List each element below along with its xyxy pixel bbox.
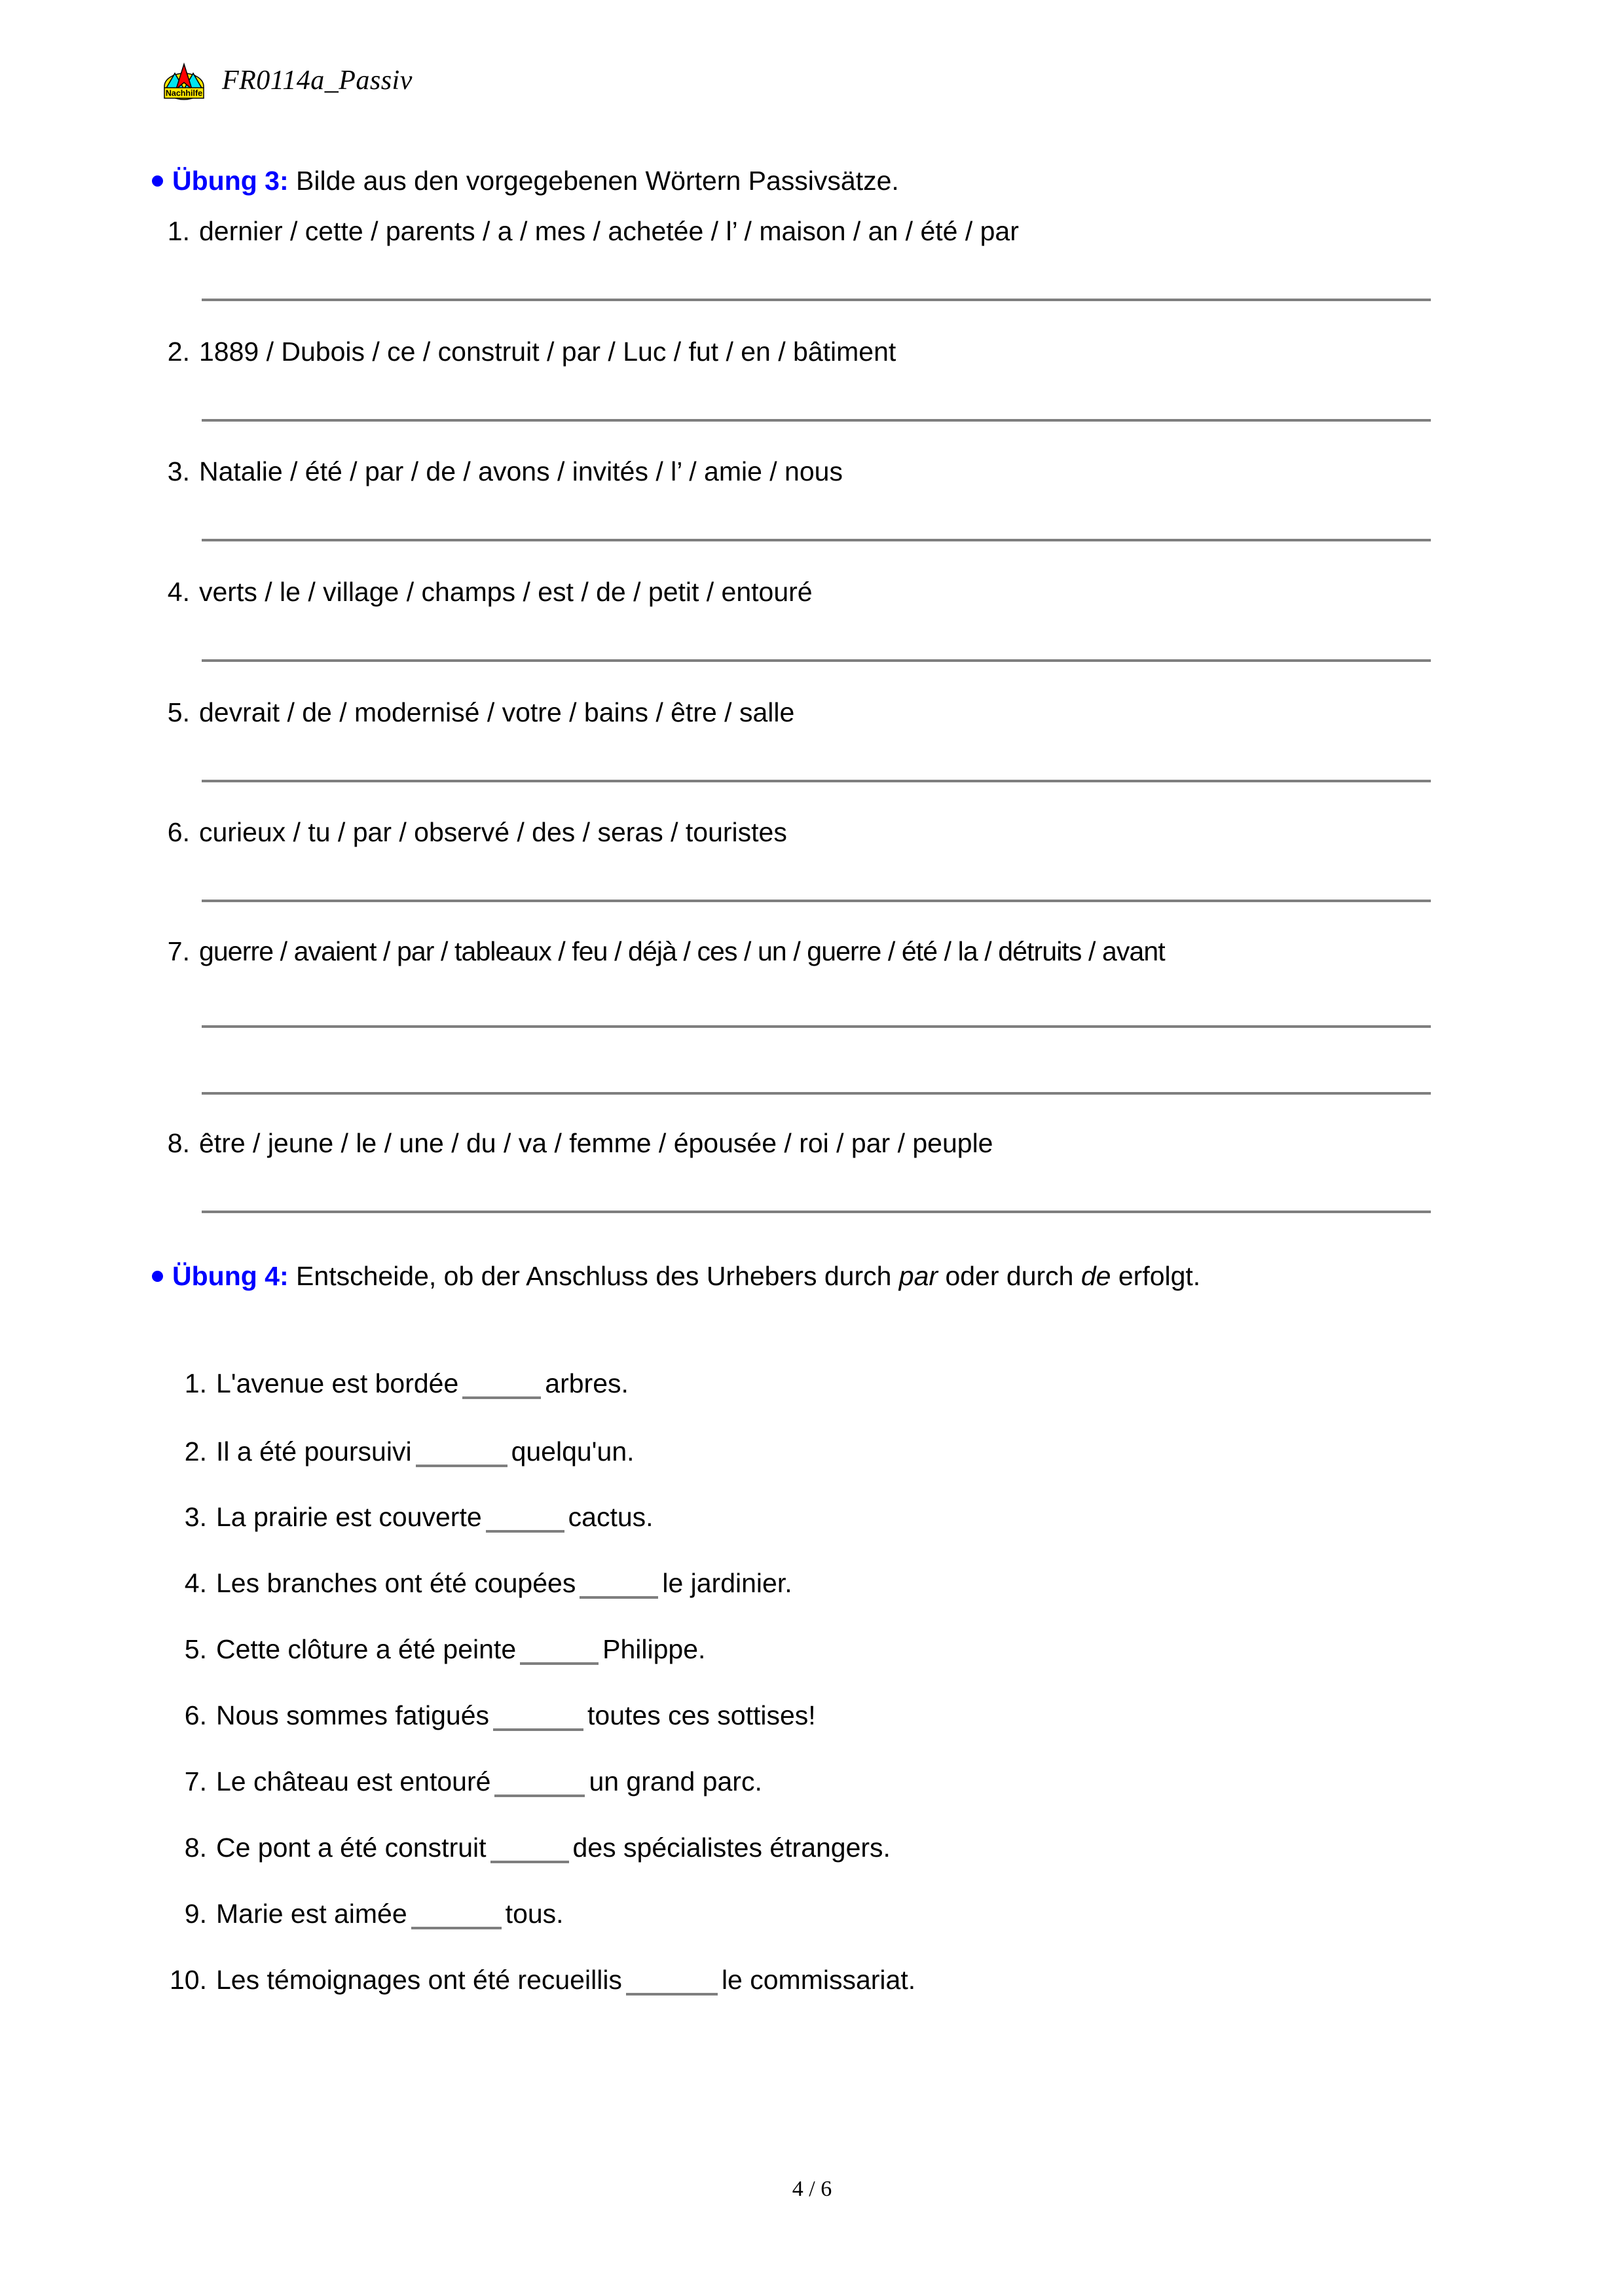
answer-line[interactable] — [202, 419, 1431, 422]
list-item — [152, 1700, 1462, 1731]
item-text: Natalie / été / par / de / avons / invités / l’ / amie / nous — [199, 456, 843, 486]
answer-line[interactable] — [202, 659, 1431, 662]
item-text: curieux / tu / par / observé / des / seras / touristes — [199, 817, 787, 847]
item-number: 5. — [167, 697, 190, 727]
list-item — [152, 697, 1462, 728]
list-item — [152, 1502, 1462, 1533]
item-text-after: le commissariat. — [721, 1965, 916, 1995]
list-item — [152, 1368, 1462, 1399]
list-item — [152, 1766, 1462, 1797]
item-text-before: Les branches ont été coupées — [216, 1568, 576, 1598]
page-number: 4 / 6 — [792, 2177, 832, 2201]
exercise-3-heading — [152, 164, 1435, 198]
answer-line[interactable] — [202, 1025, 1431, 1028]
item-text-after: un grand parc. — [589, 1766, 762, 1796]
item-text-after: le jardinier. — [662, 1568, 792, 1598]
bullet-icon — [152, 175, 163, 187]
bullet-icon — [152, 1271, 163, 1282]
item-text — [216, 1568, 1462, 1599]
item-number: 4. — [184, 1568, 207, 1598]
exercise-4-heading — [152, 1259, 1435, 1294]
list-item — [152, 936, 1462, 967]
item-text-after: arbres. — [545, 1368, 629, 1398]
item-text: être / jeune / le / une / du / va / femme / épousée / roi / par / peuple — [199, 1128, 993, 1158]
item-number: 1. — [184, 1368, 207, 1398]
list-item — [152, 337, 1462, 367]
item-text — [216, 1502, 1462, 1533]
item-number: 9. — [184, 1899, 207, 1929]
list-item — [152, 456, 1462, 487]
item-number: 8. — [167, 1128, 190, 1158]
exercise-4-label: Übung 4: — [172, 1261, 289, 1291]
exercise-4-instruction-part1: Entscheide, ob der Anschluss des Urhebers durch — [296, 1261, 899, 1291]
answer-line[interactable] — [202, 1211, 1431, 1213]
item-text-before: L'avenue est bordée — [216, 1368, 459, 1398]
list-item — [152, 577, 1462, 608]
item-text: devrait / de / modernisé / votre / bains / être / salle — [199, 697, 795, 727]
item-number: 6. — [184, 1700, 207, 1730]
item-number: 7. — [184, 1766, 207, 1796]
item-number: 3. — [167, 456, 190, 486]
svg-text:Nachhilfe: Nachhilfe — [165, 88, 203, 98]
item-text-after: tous. — [505, 1899, 564, 1929]
answer-line[interactable] — [202, 780, 1431, 782]
item-text: guerre / avaient / par / tableaux / feu / déjà / ces / un / guerre / été / la / détruits / avant — [199, 936, 1165, 966]
exercise-4-instruction-em-de: de — [1080, 1261, 1111, 1291]
item-text: 1889 / Dubois / ce / construit / par / Luc / fut / en / bâtiment — [199, 337, 896, 367]
item-text-after: des spécialistes étrangers. — [572, 1832, 891, 1863]
nachhilfe-logo-icon — [160, 60, 208, 101]
answer-line[interactable] — [202, 299, 1431, 301]
item-number: 2. — [167, 337, 190, 367]
item-number: 1. — [167, 216, 190, 246]
item-text-after: quelqu'un. — [511, 1436, 635, 1467]
item-text — [216, 1700, 1462, 1731]
answer-line[interactable] — [202, 900, 1431, 902]
document-title: FR0114a_Passiv — [222, 65, 413, 96]
item-text — [216, 1965, 1462, 1995]
list-item — [152, 817, 1462, 848]
item-text — [216, 1436, 1462, 1467]
list-item — [152, 1568, 1462, 1599]
item-number: 10. — [170, 1965, 207, 1995]
item-number: 8. — [184, 1832, 207, 1863]
item-text-after: toutes ces sottises! — [587, 1700, 816, 1730]
list-item — [152, 1634, 1462, 1665]
list-item — [152, 1832, 1462, 1863]
item-text — [216, 1634, 1462, 1665]
item-text — [216, 1899, 1462, 1929]
item-number: 4. — [167, 577, 190, 607]
item-number: 3. — [184, 1502, 207, 1532]
exercise-4-instruction-part3: erfolgt. — [1111, 1261, 1201, 1291]
item-text-after: Philippe. — [602, 1634, 706, 1664]
page-header — [160, 60, 413, 101]
exercise-3-label: Übung 3: — [172, 166, 289, 196]
item-text-before: Les témoignages ont été recueillis — [216, 1965, 622, 1995]
answer-line[interactable] — [202, 539, 1431, 541]
exercise-4-instruction-part2: oder durch — [938, 1261, 1081, 1291]
list-item — [152, 1436, 1462, 1467]
item-number: 7. — [167, 936, 190, 966]
item-number: 6. — [167, 817, 190, 847]
item-text — [216, 1832, 1462, 1863]
answer-line[interactable] — [202, 1092, 1431, 1095]
list-item — [152, 216, 1462, 247]
item-text — [216, 1368, 1462, 1399]
item-text-before: La prairie est couverte — [216, 1502, 482, 1532]
exercise-3-instruction: Bilde aus den vorgegebenen Wörtern Passivsätze. — [296, 166, 899, 196]
item-text-before: Marie est aimée — [216, 1899, 407, 1929]
item-text: dernier / cette / parents / a / mes / achetée / l’ / maison / an / été / par — [199, 216, 1019, 246]
item-text-before: Ce pont a été construit — [216, 1832, 487, 1863]
item-text-before: Cette clôture a été peinte — [216, 1634, 517, 1664]
list-item — [152, 1128, 1462, 1159]
item-number: 2. — [184, 1436, 207, 1467]
exercise-4-instruction-em-par: par — [898, 1261, 938, 1291]
item-number: 5. — [184, 1634, 207, 1664]
item-text-before: Nous sommes fatigués — [216, 1700, 490, 1730]
list-item — [152, 1965, 1462, 1995]
item-text: verts / le / village / champs / est / de / petit / entouré — [199, 577, 813, 607]
item-text-before: Il a été poursuivi — [216, 1436, 412, 1467]
list-item — [152, 1899, 1462, 1929]
item-text — [216, 1766, 1462, 1797]
item-text-before: Le château est entouré — [216, 1766, 491, 1796]
item-text-after: cactus. — [568, 1502, 654, 1532]
